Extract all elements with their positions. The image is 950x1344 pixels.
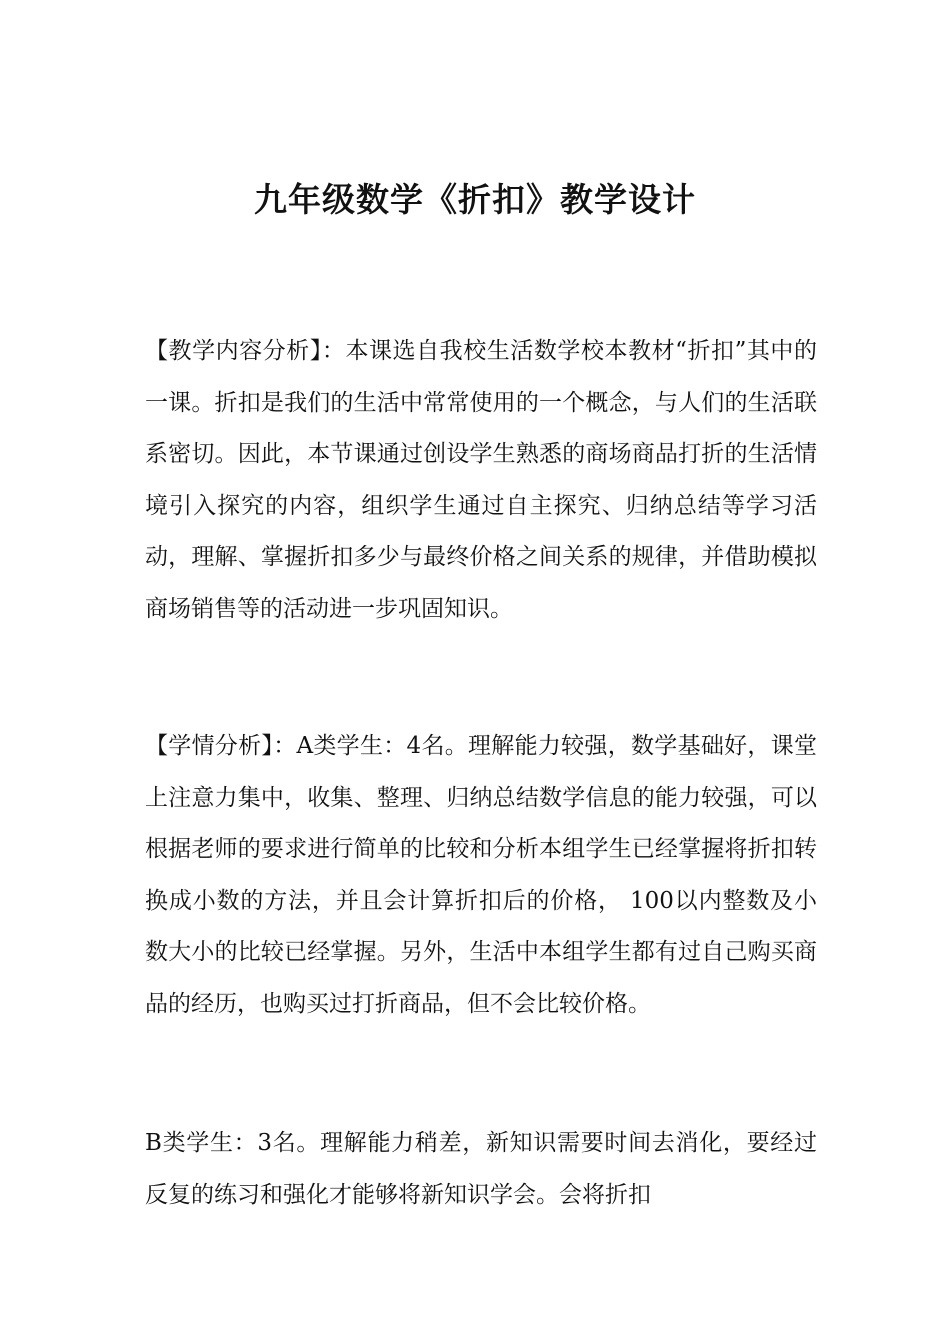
- document-title: 九年级数学《折扣》教学设计: [254, 180, 696, 219]
- paragraph-content-analysis: 【教学内容分析】：本课选自我校生活数学校本教材“折扣”其中的一课。折扣是我们的生活中常常使用的一个概念，与人们的生活联系密切。因此，本节课通过创设学生熟悉的商场商品打折的生活情境引入探究的内容，组织学生通过自主探究、归纳总结等学习活动，理解、掌握折扣多少与最终价格之间关系的规律，并借助模拟商场销售等的活动进一步巩固知识。: [145, 338, 817, 622]
- paragraph-group-b: B类学生：3名。理解能力稍差，新知识需要时间去消化，要经过反复的练习和强化才能够将新知识学会。会将折扣: [145, 1130, 817, 1208]
- paragraph-student-analysis: 【学情分析】：A类学生：4名。理解能力较强，数学基础好，课堂上注意力集中，收集、整理、归纳总结数学信息的能力较强，可以根据老师的要求进行简单的比较和分析本组学生已经掌握将折扣转换成小数的方法，并且会计算折扣后的价格， 100以内整数及小数大小的比较已经掌握。另外，生活中本组学生都有过自己购买商品的经历，也购买过打折商品，但不会比较价格。: [145, 733, 817, 1017]
